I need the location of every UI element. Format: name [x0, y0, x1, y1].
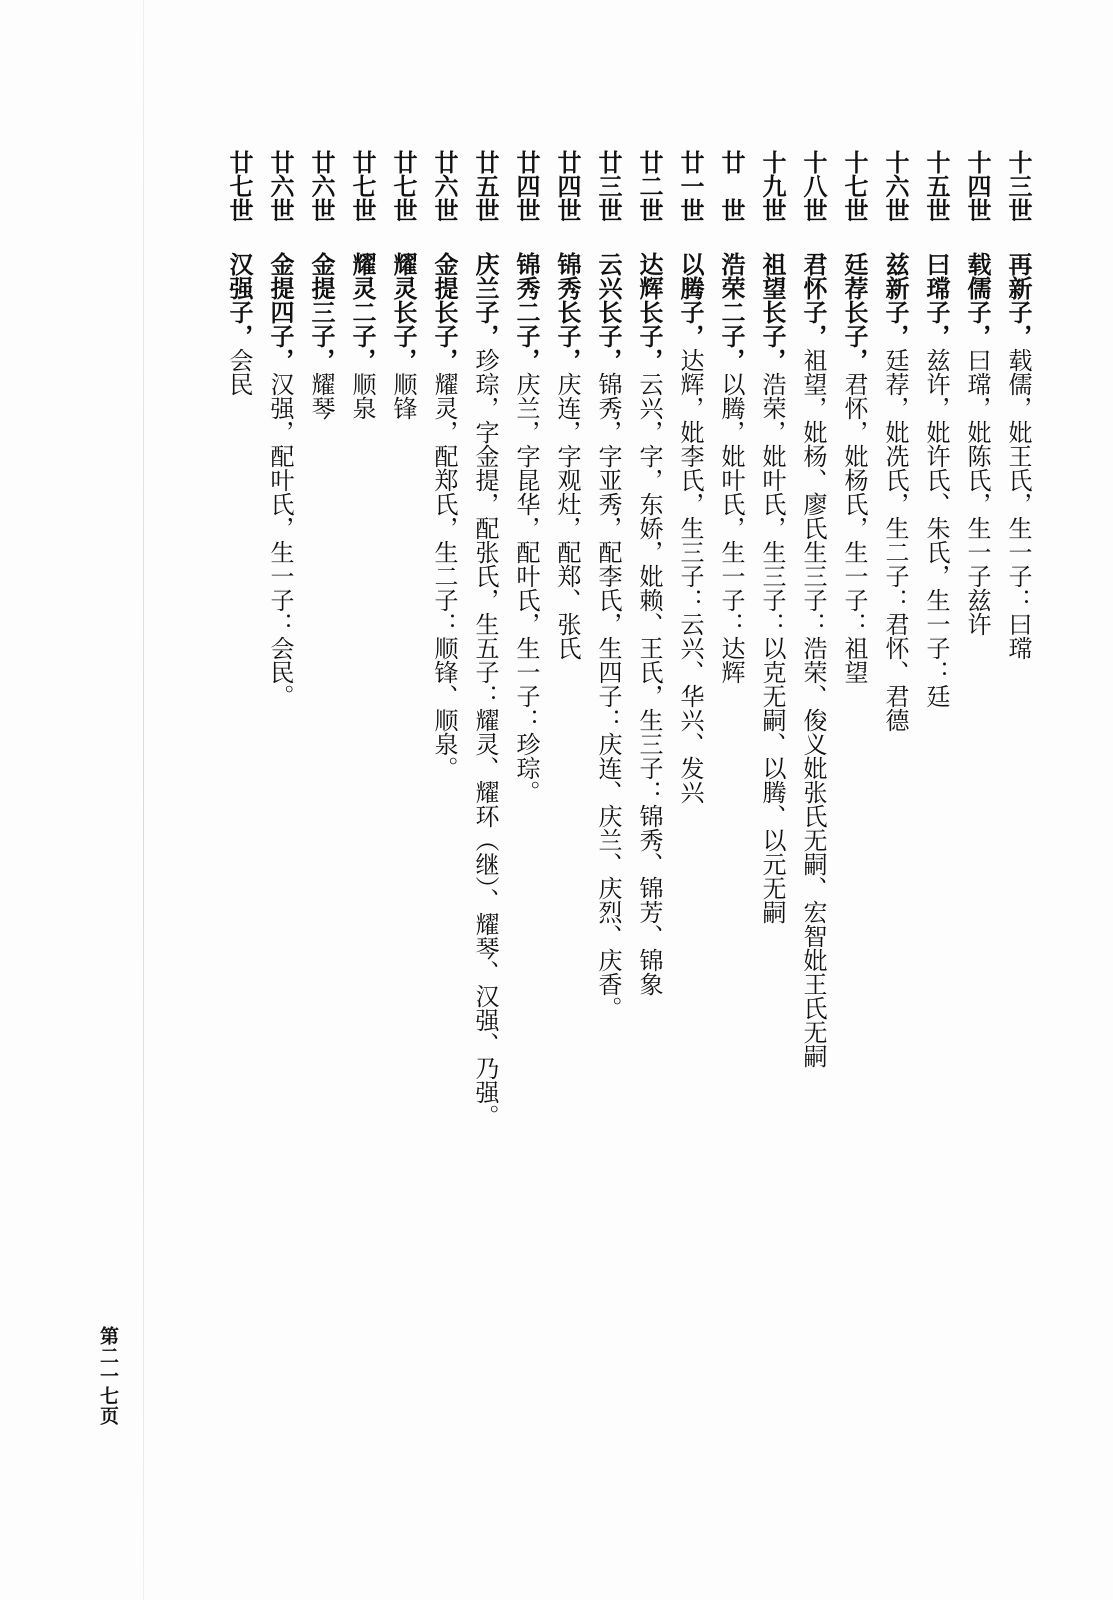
entry-text: 珍琮，字金提，配张氏，生五子：耀灵、耀环（继）、耀琴、汉强、乃强。	[471, 348, 499, 1128]
entry-text: 会民	[225, 348, 253, 396]
genealogy-entry	[426, 150, 462, 780]
genealogy-entry	[672, 150, 708, 804]
entry-text: 君怀，妣杨氏，生一子：祖望	[840, 372, 868, 684]
generation-label: 廿一世	[676, 150, 704, 222]
page-fold-line	[143, 0, 144, 1600]
entry-text: 载儒，妣王氏，生一子：曰瑺	[1004, 348, 1032, 660]
parent-reference: 锦秀二子，	[512, 252, 540, 372]
genealogy-entry	[1000, 150, 1036, 660]
genealogy-entry	[262, 150, 298, 708]
parent-reference: 君怀子，	[799, 252, 827, 348]
generation-label: 廿二世	[635, 150, 663, 222]
entry-text: 祖望，妣杨、廖氏生三子：浩荣、俊义妣张氏无嗣、宏智妣王氏无嗣	[799, 348, 827, 1068]
entry-text: 达辉，妣李氏，生三子：云兴、华兴、发兴	[676, 348, 704, 804]
generation-label: 十八世	[799, 150, 827, 222]
parent-reference: 兹新子，	[881, 252, 909, 348]
generation-label: 十五世	[922, 150, 950, 222]
generation-label: 十九世	[758, 150, 786, 222]
generation-label: 廿五世	[471, 150, 499, 222]
parent-reference: 以腾子，	[676, 252, 704, 348]
entry-text: 顺泉	[348, 372, 376, 420]
entry-text: 耀灵，配郑氏，生二子：顺锋、顺泉。	[430, 372, 458, 780]
generation-label: 廿六世	[307, 150, 335, 222]
genealogy-entry	[836, 150, 872, 684]
generation-label: 廿六世	[430, 150, 458, 222]
genealogy-entry	[344, 150, 380, 420]
genealogy-entry	[303, 150, 339, 420]
genealogy-entry	[590, 150, 626, 1020]
entry-text: 顺锋	[389, 372, 417, 420]
genealogy-entry	[877, 150, 913, 732]
genealogy-entry	[795, 150, 831, 1068]
generation-label: 廿七世	[225, 150, 253, 222]
genealogy-entry	[221, 150, 257, 396]
parent-reference: 祖望长子，	[758, 252, 786, 372]
entry-text: 耀琴	[307, 372, 335, 420]
entry-text: 庆连，字观灶，配郑、张氏	[553, 372, 581, 660]
genealogy-entry	[959, 150, 995, 636]
entry-text: 兹许，妣许氏、朱氏，生一子：廷	[922, 348, 950, 708]
genealogy-entry	[467, 150, 503, 1128]
generation-label: 廿三世	[594, 150, 622, 222]
generation-label: 廿六世	[266, 150, 294, 222]
parent-reference: 耀灵二子，	[348, 252, 376, 372]
genealogy-entry	[918, 150, 954, 708]
genealogy-entry	[508, 150, 544, 804]
parent-reference: 廷荐长子，	[840, 252, 868, 372]
parent-reference: 再新子，	[1004, 252, 1032, 348]
entry-text: 廷荐，妣冼氏，生二子：君怀、君德	[881, 348, 909, 732]
generation-label: 廿七世	[348, 150, 376, 222]
parent-reference: 载儒子，	[963, 252, 991, 348]
generation-label: 廿七世	[389, 150, 417, 222]
genealogy-entry	[631, 150, 667, 996]
entry-text: 云兴，字，东娇，妣赖、王氏，生三子：锦秀、锦芳、锦象	[635, 372, 663, 996]
generation-label: 十七世	[840, 150, 868, 222]
page-number: 第二一七页	[97, 1326, 119, 1426]
parent-reference: 锦秀长子，	[553, 252, 581, 372]
entry-text: 以腾，妣叶氏，生一子：达辉	[717, 372, 745, 684]
parent-reference: 浩荣二子，	[717, 252, 745, 372]
parent-reference: 金提四子，	[266, 252, 294, 372]
generation-label: 十六世	[881, 150, 909, 222]
parent-reference: 云兴长子，	[594, 252, 622, 372]
entry-text: 汉强，配叶氏，生一子：会民。	[266, 372, 294, 708]
entry-text: 庆兰，字昆华，配叶氏，生一子：珍琮。	[512, 372, 540, 804]
entry-text: 锦秀，字亚秀，配李氏，生四子：庆连、庆兰、庆烈、庆香。	[594, 372, 622, 1020]
parent-reference: 曰瑺子，	[922, 252, 950, 348]
genealogy-entry	[754, 150, 790, 924]
parent-reference: 达辉长子，	[635, 252, 663, 372]
entry-text: 浩荣，妣叶氏，生三子：以克无嗣、以腾、以元无嗣	[758, 372, 786, 924]
genealogy-entry	[385, 150, 421, 420]
generation-label: 十四世	[963, 150, 991, 222]
entry-text: 曰瑺，妣陈氏，生一子兹许	[963, 348, 991, 636]
genealogy-entry	[713, 150, 749, 684]
generation-label: 十三世	[1004, 150, 1032, 222]
parent-reference: 汉强子，	[225, 252, 253, 348]
parent-reference: 耀灵长子，	[389, 252, 417, 372]
parent-reference: 庆兰子，	[471, 252, 499, 348]
genealogy-entry	[549, 150, 585, 660]
parent-reference: 金提长子，	[430, 252, 458, 372]
generation-label: 廿四世	[553, 150, 581, 222]
generation-label: 廿 世	[717, 150, 745, 222]
parent-reference: 金提三子，	[307, 252, 335, 372]
generation-label: 廿四世	[512, 150, 540, 222]
